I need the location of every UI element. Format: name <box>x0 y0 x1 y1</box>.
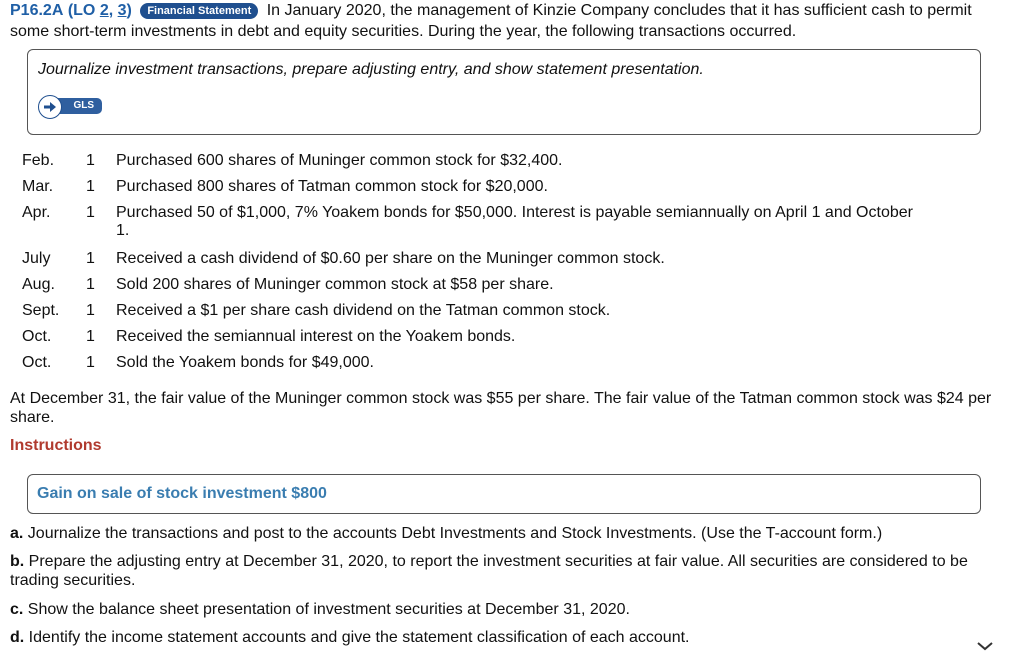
transaction-month: Feb. <box>22 152 55 169</box>
transaction-row <box>22 328 926 346</box>
transaction-day: 1 <box>86 178 95 195</box>
item-text: Identify the income statement accounts and give the statement classification of each account. <box>28 629 690 646</box>
item-letter: c. <box>10 601 24 618</box>
fair-value-note: At December 31, the fair value of the Muninger common stock was $55 per share. The fair value of the Tatman common stock was $24 per share. <box>10 390 992 426</box>
lo-suffix: ) <box>126 2 132 19</box>
transaction-row <box>22 302 926 320</box>
transaction-day: 1 <box>86 152 95 169</box>
transaction-text: Received a $1 per share cash dividend on the Tatman common stock. <box>116 302 611 319</box>
hint-text: Gain on sale of stock investment $800 <box>37 485 327 502</box>
transaction-day: 1 <box>86 204 95 221</box>
transaction-month: Mar. <box>22 178 54 195</box>
item-letter: b. <box>10 553 25 570</box>
transaction-day: 1 <box>86 250 95 267</box>
arrow-right-circle-icon <box>38 95 62 119</box>
transaction-month: Sept. <box>22 302 60 319</box>
intro-text: In January 2020, the management of Kinzie Company concludes that it has sufficient cash to permit some short-term investments in debt and equity securities. During the year, the following transactions occurred. <box>10 2 972 40</box>
item-letter: d. <box>10 629 25 646</box>
transaction-text: Sold 200 shares of Muninger common stock at $58 per share. <box>116 276 554 293</box>
transaction-row <box>22 354 926 372</box>
gls-button[interactable] <box>38 95 106 119</box>
problem-id: P16.2A <box>10 2 64 19</box>
transaction-day: 1 <box>86 328 95 345</box>
gls-label: GLS <box>52 98 102 114</box>
transaction-text: Received a cash dividend of $0.60 per share on the Muninger common stock. <box>116 250 665 267</box>
transaction-text: Purchased 600 shares of Muninger common stock for $32,400. <box>116 152 563 169</box>
transaction-text: Sold the Yoakem bonds for $49,000. <box>116 354 374 371</box>
transaction-row <box>22 250 926 268</box>
item-text: Prepare the adjusting entry at December 31, 2020, to report the investment securities at fair value. All securities are considered to be trading securities. <box>10 553 968 589</box>
transaction-month: Oct. <box>22 328 52 345</box>
instruction-item-b <box>10 552 970 590</box>
transaction-day: 1 <box>86 302 95 319</box>
instruction-item-a <box>10 524 970 543</box>
item-letter: a. <box>10 525 24 542</box>
item-text: Show the balance sheet presentation of investment securities at December 31, 2020. <box>27 601 630 618</box>
problem-intro <box>10 0 1010 42</box>
financial-statement-badge: Financial Statement <box>140 3 258 19</box>
instructions-heading: Instructions <box>10 437 102 454</box>
transaction-row <box>22 276 926 294</box>
transaction-day: 1 <box>86 276 95 293</box>
transaction-month: July <box>22 250 51 267</box>
transaction-day: 1 <box>86 354 95 371</box>
learning-objectives <box>68 2 132 19</box>
instruction-text: Journalize investment transactions, prepare adjusting entry, and show statement presentation. <box>38 61 704 78</box>
transaction-month: Oct. <box>22 354 52 371</box>
transaction-month: Apr. <box>22 204 51 221</box>
instruction-item-c <box>10 600 970 619</box>
instruction-box <box>27 49 981 135</box>
chevron-down-icon[interactable] <box>975 639 995 653</box>
transaction-text: Purchased 800 shares of Tatman common stock for $20,000. <box>116 178 548 195</box>
item-text: Journalize the transactions and post to the accounts Debt Investments and Stock Investments. (Use the T-account form.) <box>27 525 883 542</box>
transaction-text: Purchased 50 of $1,000, 7% Yoakem bonds for $50,000. Interest is payable semiannually on April 1 and October 1. <box>116 204 913 239</box>
instruction-item-d <box>10 628 970 647</box>
transaction-row <box>22 152 926 170</box>
lo-link-2[interactable]: 2 <box>99 2 109 19</box>
transaction-month: Aug. <box>22 276 55 293</box>
transaction-row <box>22 178 926 196</box>
hint-box <box>27 474 981 514</box>
transaction-text: Received the semiannual interest on the Yoakem bonds. <box>116 328 516 345</box>
lo-link-3[interactable]: 3 <box>117 2 127 19</box>
lo-prefix: (LO <box>67 2 100 19</box>
transaction-row <box>22 204 926 240</box>
lo-separator: , <box>108 2 118 19</box>
